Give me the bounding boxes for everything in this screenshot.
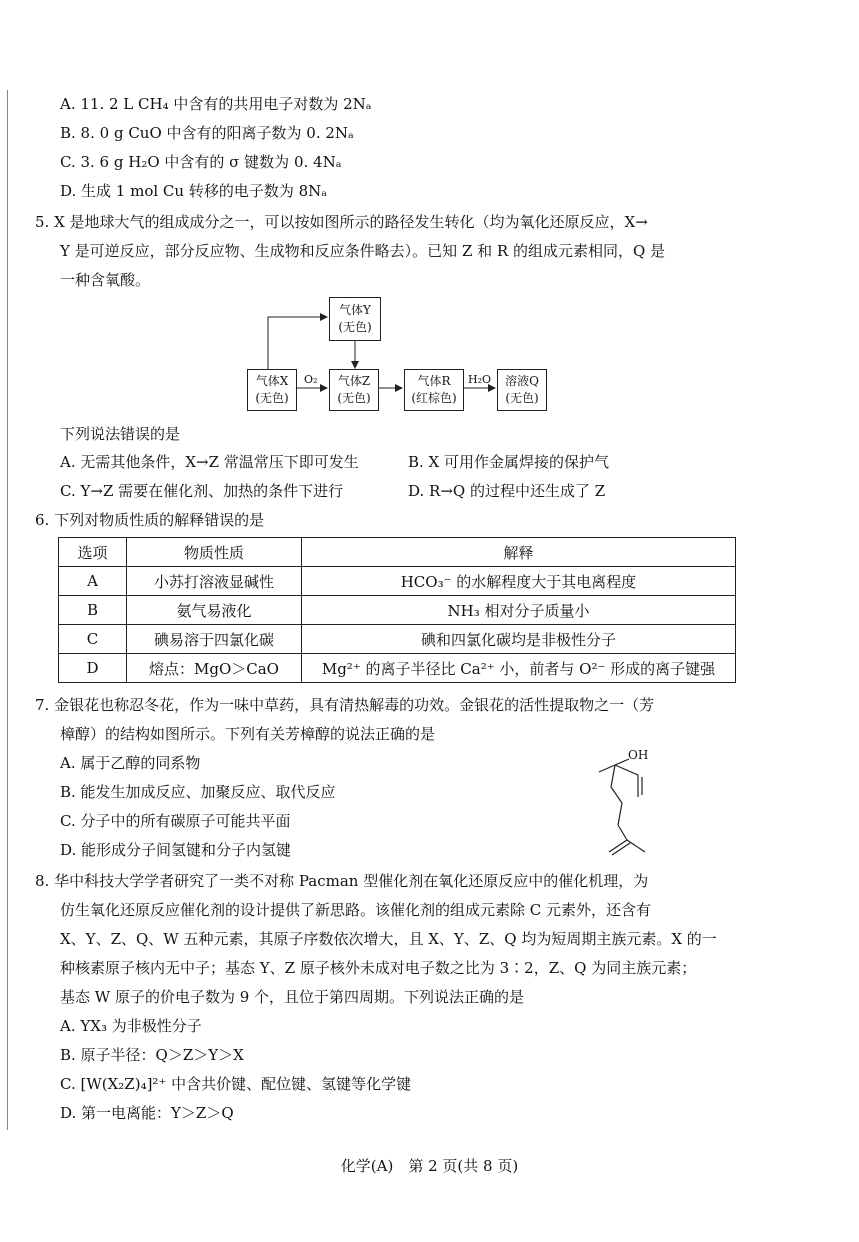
q4-option-c: C. 3. 6 g H₂O 中含有的 σ 键数为 0. 4Nₐ bbox=[60, 153, 342, 171]
q7-option-a: A. 属于乙醇的同系物 bbox=[60, 754, 201, 772]
row-c-option: C bbox=[59, 625, 127, 654]
linalool-oh-label: OH bbox=[628, 748, 649, 762]
box-gas-z bbox=[329, 369, 379, 411]
property-table bbox=[58, 537, 736, 683]
row-b-property: 氨气易液化 bbox=[127, 596, 302, 625]
box-gas-r-title: 气体R bbox=[417, 374, 451, 388]
flow-diagram-arrows bbox=[0, 0, 859, 420]
box-gas-x-note: (无色) bbox=[255, 391, 289, 405]
q8-option-a: A. YX₃ 为非极性分子 bbox=[60, 1017, 202, 1035]
q5-prompt: 下列说法错误的是 bbox=[60, 425, 181, 443]
table-header-row bbox=[59, 538, 736, 567]
row-a-property: 小苏打溶液显碱性 bbox=[127, 567, 302, 596]
q8-stem-line-3: X、Y、Z、Q、W 五种元素，其原子序数依次增大，且 X、Y、Z、Q 均为短周期主族元素。X 的一 bbox=[60, 930, 717, 948]
q7-stem-line-2: 樟醇）的结构如图所示。下列有关芳樟醇的说法正确的是 bbox=[60, 725, 436, 743]
row-a-option: A bbox=[59, 567, 127, 596]
q5-stem-line-2: Y 是可逆反应，部分反应物、生成物和反应条件略去）。已知 Z 和 R 的组成元素相同，Q 是 bbox=[60, 242, 666, 260]
label-x-to-z: O₂ bbox=[304, 373, 318, 386]
page-footer: 化学(A) 第 2 页(共 8 页) bbox=[340, 1157, 519, 1175]
table-row bbox=[59, 625, 736, 654]
box-solution-q-title: 溶液Q bbox=[505, 374, 539, 388]
q5-stem-line-1: 5. X 是地球大气的组成成分之一，可以按如图所示的路径发生转化（均为氧化还原反应，X→ bbox=[35, 213, 648, 231]
row-d-property: 熔点：MgO＞CaO bbox=[127, 654, 302, 683]
q8-stem-line-5: 基态 W 原子的价电子数为 9 个，且位于第四周期。下列说法正确的是 bbox=[60, 988, 525, 1006]
box-gas-z-title: 气体Z bbox=[337, 374, 371, 388]
q8-option-b: B. 原子半径：Q＞Z＞Y＞X bbox=[60, 1046, 244, 1064]
row-a-explanation: HCO₃⁻ 的水解程度大于其电离程度 bbox=[302, 567, 736, 596]
row-c-explanation: 碘和四氯化碳均是非极性分子 bbox=[302, 625, 736, 654]
box-gas-y-title: 气体Y bbox=[339, 303, 371, 317]
box-gas-r bbox=[404, 369, 464, 411]
box-gas-r-note: (红棕色) bbox=[411, 391, 457, 405]
q8-stem-line-2: 仿生氧化还原反应催化剂的设计提供了新思路。该催化剂的组成元素除 C 元素外，还含有 bbox=[60, 901, 652, 919]
box-solution-q bbox=[497, 369, 547, 411]
q7-option-b: B. 能发生加成反应、加聚反应、取代反应 bbox=[60, 783, 336, 801]
q6-stem: 6. 下列对物质性质的解释错误的是 bbox=[35, 511, 265, 529]
q5-stem-line-3: 一种含氧酸。 bbox=[60, 271, 151, 289]
table-row bbox=[59, 596, 736, 625]
row-d-option: D bbox=[59, 654, 127, 683]
header-property: 物质性质 bbox=[127, 538, 302, 567]
linalool-structure bbox=[585, 745, 665, 870]
box-gas-y bbox=[329, 297, 381, 341]
q4-option-d: D. 生成 1 mol Cu 转移的电子数为 8Nₐ bbox=[60, 182, 328, 200]
row-d-explanation: Mg²⁺ 的离子半径比 Ca²⁺ 小，前者与 O²⁻ 形成的离子键强 bbox=[302, 654, 736, 683]
q8-stem-line-4: 种核素原子核内无中子；基态 Y、Z 原子核外未成对电子数之比为 3∶2，Z、Q 为同主族元素； bbox=[60, 959, 697, 977]
header-explanation: 解释 bbox=[302, 538, 736, 567]
q4-option-a: A. 11. 2 L CH₄ 中含有的共用电子对数为 2Nₐ bbox=[60, 95, 372, 113]
row-b-option: B bbox=[59, 596, 127, 625]
q5-option-a: A. 无需其他条件，X→Z 常温常压下即可发生 bbox=[60, 453, 359, 471]
q5-option-c: C. Y→Z 需要在催化剂、加热的条件下进行 bbox=[60, 482, 344, 500]
box-gas-y-note: (无色) bbox=[338, 320, 372, 334]
table-row bbox=[59, 567, 736, 596]
box-gas-z-note: (无色) bbox=[337, 391, 371, 405]
q8-option-c: C. [W(X₂Z)₄]²⁺ 中含共价键、配位键、氢键等化学键 bbox=[60, 1075, 412, 1093]
box-solution-q-note: (无色) bbox=[505, 391, 539, 405]
q5-option-d: D. R→Q 的过程中还生成了 Z bbox=[408, 482, 606, 500]
box-gas-x-title: 气体X bbox=[255, 374, 289, 388]
q5-option-b: B. X 可用作金属焊接的保护气 bbox=[408, 453, 610, 471]
q8-stem-line-1: 8. 华中科技大学学者研究了一类不对称 Pacman 型催化剂在氧化还原反应中的催化机理，为 bbox=[35, 872, 649, 890]
table-row bbox=[59, 654, 736, 683]
q8-option-d: D. 第一电离能：Y＞Z＞Q bbox=[60, 1104, 234, 1122]
q7-stem-line-1: 7. 金银花也称忍冬花，作为一味中草药，具有清热解毒的功效。金银花的活性提取物之一（芳 bbox=[35, 696, 655, 714]
q7-option-d: D. 能形成分子间氢键和分子内氢键 bbox=[60, 841, 292, 859]
header-option: 选项 bbox=[59, 538, 127, 567]
box-gas-x bbox=[247, 369, 297, 411]
row-b-explanation: NH₃ 相对分子质量小 bbox=[302, 596, 736, 625]
q4-option-b: B. 8. 0 g CuO 中含有的阳离子数为 0. 2Nₐ bbox=[60, 124, 354, 142]
label-r-to-q: H₂O bbox=[468, 373, 492, 386]
row-c-property: 碘易溶于四氯化碳 bbox=[127, 625, 302, 654]
q7-option-c: C. 分子中的所有碳原子可能共平面 bbox=[60, 812, 291, 830]
